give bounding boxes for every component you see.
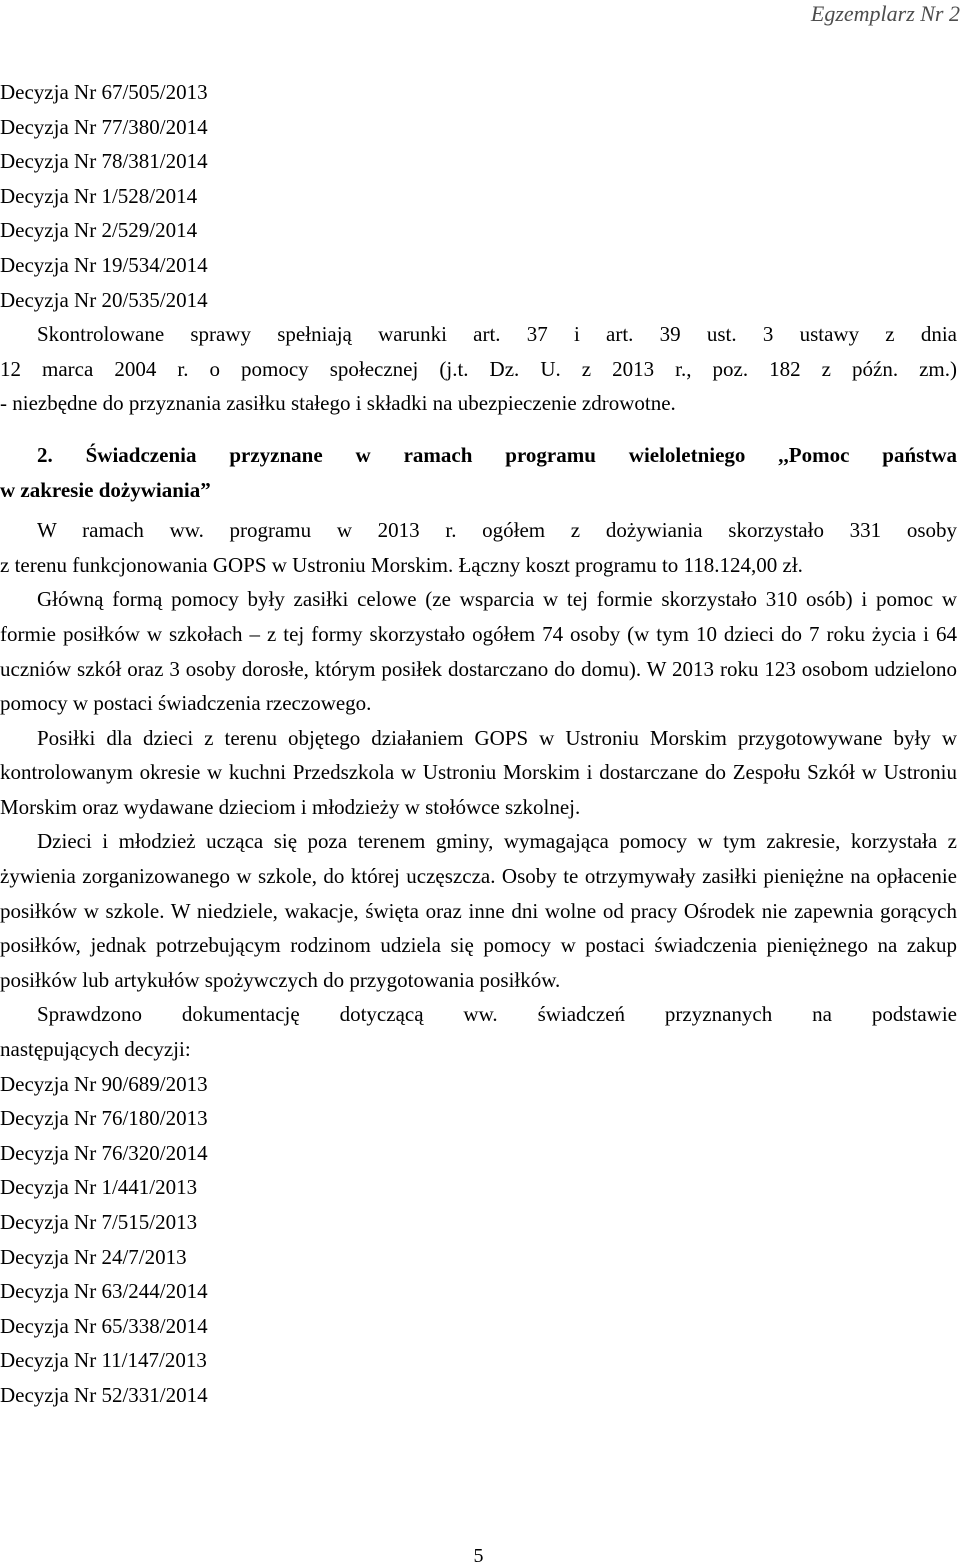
decision-list-bottom xyxy=(0,1067,957,1413)
page-number: 5 xyxy=(473,1545,484,1567)
checked-line: następujących decyzji: xyxy=(0,1037,191,1062)
main-form-paragraph: Główną formą pomocy były zasiłki celowe (ze wsparcia w tej formie skorzystało 310 osób) i pomoc w formie posiłków w szkołach – z tej formy skorzystało ogółem 74 osoby (w tym 10 dzieci do 7 roku życia i 64 uczniów szkół oraz 3 osoby dorosłe, którym posiłek dostarczano do domu). W 2013 roku 123 osobom udzielono pomocy w postaci świadczenia rzeczowego. xyxy=(0,587,957,716)
document-body xyxy=(0,75,957,1413)
decision-item: Decyzja Nr 24/7/2013 xyxy=(0,1244,187,1269)
decision-item: Decyzja Nr 67/505/2013 xyxy=(0,80,208,104)
section-heading-line: 2. Świadczenia przyznane w ramach programu wieloletniego ,,Pomoc państwa xyxy=(37,442,957,467)
decision-item: Decyzja Nr 20/535/2014 xyxy=(0,287,208,312)
decision-item: Decyzja Nr 19/534/2014 xyxy=(0,252,208,277)
decision-item: Decyzja Nr 77/380/2014 xyxy=(0,114,208,139)
decision-item: Decyzja Nr 2/529/2014 xyxy=(0,218,198,243)
conclusion-line: Skontrolowane sprawy spełniają warunki art. 37 i art. 39 ust. 3 ustawy z dnia xyxy=(37,322,957,347)
decision-item: Decyzja Nr 78/381/2014 xyxy=(0,149,208,174)
section-heading-line: w zakresie dożywiania” xyxy=(0,477,211,502)
decision-list-top xyxy=(0,75,957,317)
decision-item: Decyzja Nr 76/320/2014 xyxy=(0,1140,208,1165)
decision-item: Decyzja Nr 11/147/2013 xyxy=(0,1348,207,1373)
decision-item: Decyzja Nr 90/689/2013 xyxy=(0,1071,208,1096)
youth-paragraph: Dzieci i młodzież ucząca się poza terenem gminy, wymagająca pomocy w tym zakresie, korzystała z żywienia zorganizowanego w szkole, do której uczęszcza. Osoby te otrzymywały zasiłki pieniężne na opłacenie posiłków w szkole. W niedziele, wakacje, święta oraz inne dni wolne od pracy Ośrodek nie zapewnia gorących posiłków, jednak potrzebującym rodzinom udziela się pomocy w postaci świadczenia pieniężnego na zakup posiłków lub artykułów spożywczych do przygotowania posiłków. xyxy=(0,829,957,992)
decision-item: Decyzja Nr 7/515/2013 xyxy=(0,1210,198,1234)
program-intro-paragraph xyxy=(0,513,957,582)
conclusion-paragraph xyxy=(0,317,957,421)
checked-documents-paragraph xyxy=(0,997,957,1066)
meals-paragraph: Posiłki dla dzieci z terenu objętego działaniem GOPS w Ustroniu Morskim przygotowywane były w kontrolowanym okresie w kuchni Przedszkola w Ustroniu Morskim i dostarczane do Zespołu Szkół w Ustroniu Morskim oraz wydawane dzieciom i młodzieży w stołówce szkolnej. xyxy=(0,725,957,819)
intro-line: W ramach ww. programu w 2013 r. ogółem z dożywiania skorzystało 331 osoby xyxy=(37,518,957,543)
checked-line: Sprawdzono dokumentację dotyczącą ww. świadczeń przyznanych na podstawie xyxy=(37,1002,957,1027)
decision-item: Decyzja Nr 76/180/2013 xyxy=(0,1106,208,1131)
decision-item: Decyzja Nr 52/331/2014 xyxy=(0,1382,208,1407)
intro-line: z terenu funkcjonowania GOPS w Ustroniu Morskim. Łączny koszt programu to 118.124,00 zł. xyxy=(0,552,803,577)
decision-item: Decyzja Nr 63/244/2014 xyxy=(0,1279,208,1304)
copy-label: Egzemplarz Nr 2 xyxy=(810,1,960,26)
decision-item: Decyzja Nr 1/528/2014 xyxy=(0,183,198,208)
decision-item: Decyzja Nr 65/338/2014 xyxy=(0,1313,208,1338)
decision-item: Decyzja Nr 1/441/2013 xyxy=(0,1175,198,1200)
section-heading xyxy=(0,438,957,507)
conclusion-line: 12 marca 2004 r. o pomocy społecznej (j.t. Dz. U. z 2013 r., poz. 182 z późn. zm.) xyxy=(0,356,957,381)
conclusion-line: - niezbędne do przyznania zasiłku stałego i składki na ubezpieczenie zdrowotne. xyxy=(0,391,676,416)
